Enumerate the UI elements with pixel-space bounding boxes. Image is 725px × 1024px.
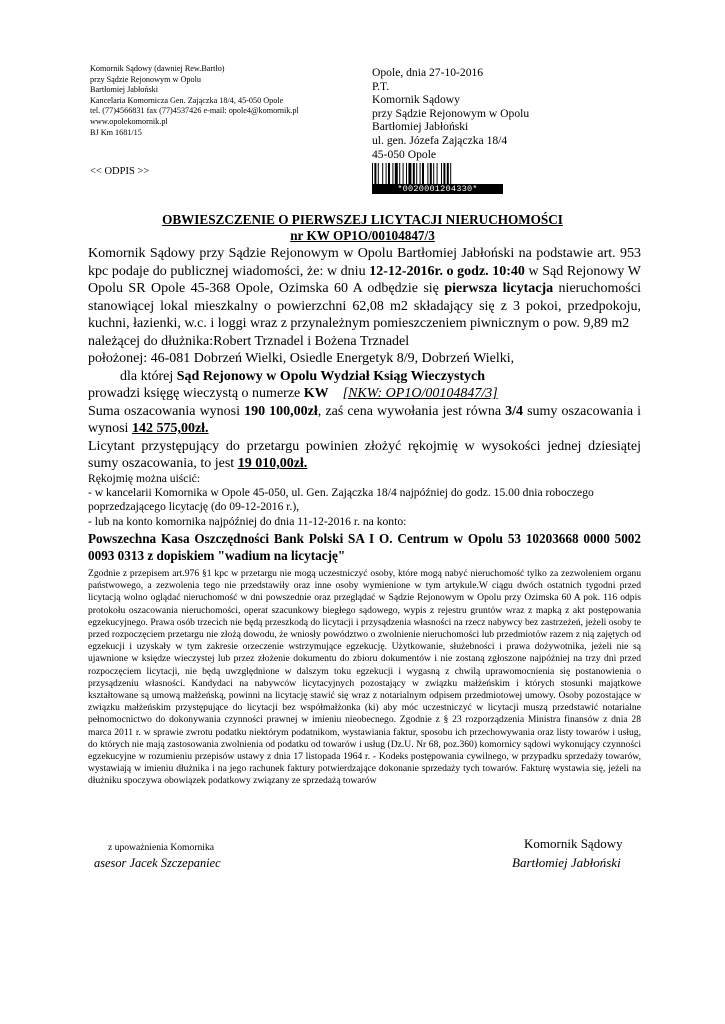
case-number: BJ Km 1681/15 (90, 127, 142, 137)
deposit-paragraph: Licytant przystępujący do przetargu powinien złożyć rękojmię w wysokości jednej dziesiątej sumy oszacowania, to jest 19 010,00zł. (88, 438, 641, 471)
first-auction-label: pierwsza licytacja (444, 281, 554, 296)
document-title: OBWIESZCZENIE O PIERWSZEJ LICYTACJI NIERUCHOMOŚCI (162, 212, 563, 227)
bailiff-title: Komornik Sądowy (524, 836, 623, 851)
court-name: Sąd Rejonowy w Opolu Wydział Ksiąg Wieczystych (176, 368, 486, 384)
recipient-pt: P.T. (372, 79, 390, 93)
payment-section (88, 472, 641, 529)
sender-line: przy Sądzie Rejonowym w Opolu (90, 74, 201, 84)
sender-line: tel. (77)4566831 fax (77)4537426 e-mail: opole4@komornik.pl (90, 106, 299, 116)
valuation-fraction: 3/4 (505, 403, 524, 419)
recipient-line: ul. gen. Józefa Zajączka 18/4 (372, 133, 508, 147)
auction-date: 12-12-2016r. o godz. 10:40 (369, 263, 525, 279)
valuation-amount: 190 100,00zł (244, 403, 318, 419)
assessor-name: asesor Jacek Szczepaniec (94, 856, 221, 870)
valuation-paragraph: Suma oszacowania wynosi 190 100,00zł, zaś cena wywołania jest równa 3/4 sumy oszacowania i wynosi 142 575,00zł. (88, 403, 641, 436)
location-line: położonej: 46-081 Dobrzeń Wielki, Osiedle Energetyk 8/9, Dobrzeń Wielki, (88, 351, 515, 366)
document-subtitle: nr KW OP1O/00104847/3 (290, 228, 435, 243)
deposit-amount: 19 010,00zł. (237, 456, 308, 471)
odpis-label: << ODPIS >> (90, 166, 150, 177)
sender-line: Kancelaria Komornicza Gen. Zajączka 18/4, 45-050 Opole (90, 95, 284, 105)
document-date: Opole, dnia 27-10-2016 (372, 66, 484, 79)
sender-line: Komornik Sądowy (dawniej Rew.Bartło) (90, 64, 225, 73)
barcode-number: *0020001204330* (372, 184, 503, 194)
notice-body (88, 245, 641, 473)
bank-account: Powszechna Kasa Oszczędności Bank Polski SA I O. Centrum w Opolu 53 10203668 0000 5002 0093 0313 z dopiskiem "wadium na licytację" (88, 531, 641, 563)
payment-header: Rękojmię można uiścić: (88, 472, 201, 485)
intro-paragraph: Komornik Sądowy przy Sądzie Rejonowym w Opolu Bartłomiej Jabłoński na podstawie art. 953 kpc podaje do publicznej wiadomości, że: w dniu 12-12-2016r. o godz. 10:40 w Sąd Rejonowy W Opolu SR Opole 45-368 Opole, Ozimska 60 A odbędzie się pierwsza licytacja nieruchomości stanowiącej lokal mieszkalny o powierzchni 62,08 m2 składający się z 3 pokoi, przedpokoju, kuchni, łazienki, w.c. i loggi wraz z przynależnym pomieszczeniem piwnicznym o pow. 9,89 m2 (88, 246, 641, 331)
sender-line: Bartłomiej Jabłoński (90, 85, 158, 95)
kw-number: [NKW: OP1O/00104847/3] (342, 386, 498, 401)
land-registry-line: prowadzi księgę wieczystą o numerze KW [NKW: OP1O/00104847/3] (88, 386, 498, 401)
call-price: 142 575,00zł. (131, 421, 209, 436)
owners-line: należącej do dłużnika:Robert Trznadel i Bożena Trznadel (88, 333, 410, 349)
recipient-block (372, 66, 632, 161)
sender-block (90, 64, 350, 138)
recipient-line: przy Sądzie Rejonowym w Opolu (372, 106, 530, 120)
recipient-line: Bartłomiej Jabłoński (372, 120, 469, 134)
legal-fine-print: Zgodnie z przepisem art.976 §1 kpc w przetargu nie mogą uczestniczyć osoby, które mogą nabyć nieruchomość tylko za zezwoleniem organu państwowego, a zezwolenia tego nie przedstawiły oraz inne osoby wymienione w tym artykule.W ciągu dwóch ostatnich tygodni przed licytacją wolno oglądać nieruchomość w dni powszednie oraz przeglądać w Sądzie Rejonowym w Opolu przy Ozimska 60 A pok. 116 odpis protokołu oszacowania nieruchomości, operat szacunkowy biegłego sądowego, wypis z rejestru gruntów wraz z mapką z akt postępowania egzekucyjnego. Prawa osób trzecich nie będą przeszkodą do licytacji i przysądzenia własności na rzecz nabywcy bez zastrzeżeń, jeżeli osoby te przed rozpoczęciem przetargu nie złożą dowodu, że wniosły powództwo o zwolnienie nieruchomości lub przedmiotów razem z nią zajętych od egzekucji i uzyskały w tym zakresie orzeczenie wstrzymujące egzekucję. Użytkowanie, służebności i prawa dożywotnika, jeżeli nie są ujawnione w księdze wieczystej lub przez złożenie dokumentu do zbioru dokumentów i nie zostaną zgłoszone najpóźniej na trzy dni przed rozpoczęciem licytacji, nie będą uwzględnione w dalszym toku egzekucji i wygasną z chwilą uprawomocnienia się postanowienia o przysądzeniu własności. Kandydaci na nabywców licytacyjnych pozostający w związku małżeńskim i których stosunki majątkowe kształtowane są umową małżeńską, powinni na licytację stawić się wraz z notarialnym odpisem przedmiotowej umowy. Osoby pozostające w związku małżeńskim przystępujące do licytacji bez współmałżonka (ki) aby móc uczestniczyć w licytacji muszą przedstawić notarialne pełnomocnictwo do dokonywania czynności prawnej w imieniu nieobecnego. Zgodnie z § 23 rozporządzenia Ministra finansów z dnia 28 marca 2011 r. w sprawie zwrotu podatku niektórym podatnikom, wystawiania faktur, sposobu ich przechowywania oraz listy towarów i usług, do których nie mają zastosowania zwolnienia od podatku od towarów i usług (Dz.U. Nr 68, poz.360) komornicy sądowi wykonujący czynności egzekucyjne w rozumieniu przepisów ustawy z dnia 17 listopada 1964 r. - Kodeks postępowania cywilnego, w przypadku sprzedaży towarów, wystawiają w imieniu dłużnika i na jego rachunek faktury potwierdzające dokonanie sprzedaży tych towarów. Fakturę wystawia się, jeżeli na dłużniku spoczywa obowiązek podatkowy związany ze sprzedażą towarów (88, 568, 641, 787)
payment-option-account: - lub na konto komornika najpóźniej do dnia 11-12-2016 r. na konto: (88, 514, 407, 528)
payment-option-office: - w kancelarii Komornika w Opole 45-050, ul. Gen. Zajączka 18/4 najpóźniej do godz. 15.00 dnia roboczego poprzedzającego licytację (do 09-12-2016 r.), (88, 486, 594, 514)
recipient-line: 45-050 Opole (372, 147, 437, 161)
bailiff-name: Bartłomiej Jabłoński (512, 855, 621, 870)
recipient-line: Komornik Sądowy (372, 93, 460, 107)
court-line: dla której Sąd Rejonowy w Opolu Wydział Ksiąg Wieczystych (120, 368, 486, 384)
sender-line: www.opolekomornik.pl (90, 116, 168, 126)
authorization-label: z upoważnienia Komornika (108, 842, 215, 853)
